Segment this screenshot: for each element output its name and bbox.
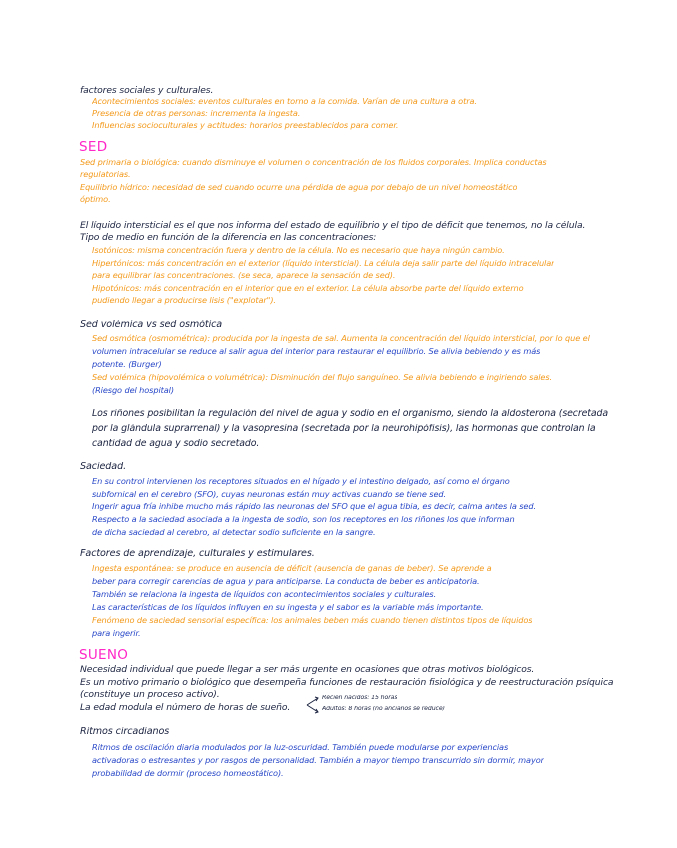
note-line: Respecto a la saciedad asociada a la ingesta de sodio, son los receptores en los riñones los que informan	[92, 515, 515, 524]
note-line: subfornical en el cerebro (SFO), cuyas neuronas están muy activas cuando se tiene sed.	[92, 490, 446, 499]
note-line: Ingerir agua fría inhibe mucho más rápido las neuronas del SFO que el agua tibia, es decir, calma antes la sed.	[92, 502, 536, 511]
note-line: Equilibrio hídrico: necesidad de sed cuando ocurre una pérdida de agua por debajo de un nivel homeostático	[80, 183, 518, 192]
note-line: El líquido intersticial es el que nos informa del estado de equilibrio y el tipo de déficit que tenemos, no la célula.	[80, 221, 586, 231]
note-line: Fenómeno de saciedad sensorial específica: los animales beben más cuando tienen distintos tipos de líquidos	[92, 616, 533, 625]
note-line: Adultos: 8 horas (no ancianos se reduce)	[322, 706, 445, 712]
note-line: para equilibrar las concentraciones. (se seca, aparece la sensación de sed).	[92, 271, 396, 280]
section-title-sueno: SUEÑO	[79, 648, 129, 663]
note-line: Necesidad individual que puede llegar a ser más urgente en ocasiones que otras motivos biológicos.	[80, 665, 535, 675]
heading-social-factors: factores sociales y culturales.	[80, 86, 214, 96]
heading-saciedad: Saciedad.	[80, 462, 127, 472]
note-line: cantidad de agua y sodio secretado.	[92, 439, 260, 449]
note-line: activadoras o estresantes y por rasgos de personalidad. También a mayor tiempo transcurrido sin dormir, mayor	[92, 756, 544, 765]
note-line: Las características de los líquidos influyen en su ingesta y el sabor es la variable más importante.	[92, 603, 484, 612]
note-line: potente. (Burger)	[92, 360, 162, 369]
note-line: Sed osmótica (osmométrica): producida por la ingesta de sal. Aumenta la concentración del líquido intersticial, por lo que el	[92, 334, 590, 343]
note-line: Recién nacidos: 15 horas	[322, 695, 398, 701]
note-line: (constituye un proceso activo).	[80, 690, 220, 700]
note-line: Ritmos de oscilación diaria modulados por la luz-oscuridad. También puede modularse por experiencias	[92, 743, 509, 752]
heading-ritmos-circadianos: Ritmos circadianos	[80, 727, 170, 737]
note-line: Es un motivo primario o biológico que desempeña funciones de restauración fisiológica y de reestructuración psíquica	[80, 678, 614, 688]
note-line: óptimo.	[80, 195, 111, 204]
note-line: La edad modula el número de horas de sueño.	[80, 703, 291, 713]
note-line: probabilidad de dormir (proceso homeostático).	[92, 769, 284, 778]
note-line: Tipo de medio en función de la diferencia en las concentraciones:	[80, 233, 377, 243]
note-line: de dicha saciedad al cerebro, al detectar sodio suficiente en la sangre.	[92, 528, 376, 537]
note-line: Influencias socioculturales y actitudes: horarios preestablecidos para comer.	[92, 121, 399, 130]
note-line: para ingerir.	[92, 629, 141, 638]
note-line: Sed volémica (hipovolémica o volumétrica): Disminución del flujo sanguíneo. Se alivia bebiendo e ingiriendo sales.	[92, 373, 553, 382]
note-line: por la glándula suprarrenal) y la vasopresina (secretada por la neurohipófisis), las hormonas que controlan la	[92, 424, 596, 434]
note-line: En su control intervienen los receptores situados en el hígado y el intestino delgado, así como el órgano	[92, 477, 510, 486]
note-line: volumen intracelular se reduce al salir agua del interior para restaurar el equilibrio. Se alivia bebiendo y es más	[92, 347, 541, 356]
section-title-sed: SED	[79, 140, 108, 155]
note-line: También se relaciona la ingesta de líquidos con acontecimientos sociales y culturales.	[92, 590, 437, 599]
note-line: Hipertónicos: más concentración en el exterior (líquido intersticial). La célula deja salir parte del líquido intracelular	[92, 259, 555, 268]
note-line: Ingesta espontánea: se produce en ausencia de déficit (ausencia de ganas de beber). Se aprende a	[92, 564, 492, 573]
note-line: Los riñones posibilitan la regulación del nivel de agua y sodio en el organismo, siendo la aldosterona (secretada	[92, 409, 608, 419]
heading-learning-factors: Factores de aprendizaje, culturales y estímulares.	[80, 549, 315, 559]
note-line: Isotónicos: misma concentración fuera y dentro de la célula. No es necesario que haya ningún cambio.	[92, 246, 505, 255]
note-line: (Riesgo del hospital)	[92, 386, 174, 395]
heading-sed-volemica: Sed volémica vs sed osmótica	[80, 320, 223, 330]
note-line: Sed primaria o biológica: cuando disminuye el volumen o concentración de los fluidos corporales. Implica conductas	[80, 158, 547, 167]
note-line: beber para corregir carencias de agua y para anticiparse. La conducta de beber es anticipatoria.	[92, 577, 480, 586]
branch-arrow-icon	[305, 694, 321, 716]
note-line: Acontecimientos sociales: eventos culturales en torno a la comida. Varían de una cultura a otra.	[92, 97, 477, 106]
note-line: Hipotónicos: más concentración en el interior que en el exterior. La célula absorbe parte del líquido externo	[92, 284, 524, 293]
note-line: pudiendo llegar a producirse lisis ("explotar").	[92, 296, 276, 305]
note-line: Presencia de otras personas: incrementa la ingesta.	[92, 109, 301, 118]
note-line: regulatorias.	[80, 170, 131, 179]
